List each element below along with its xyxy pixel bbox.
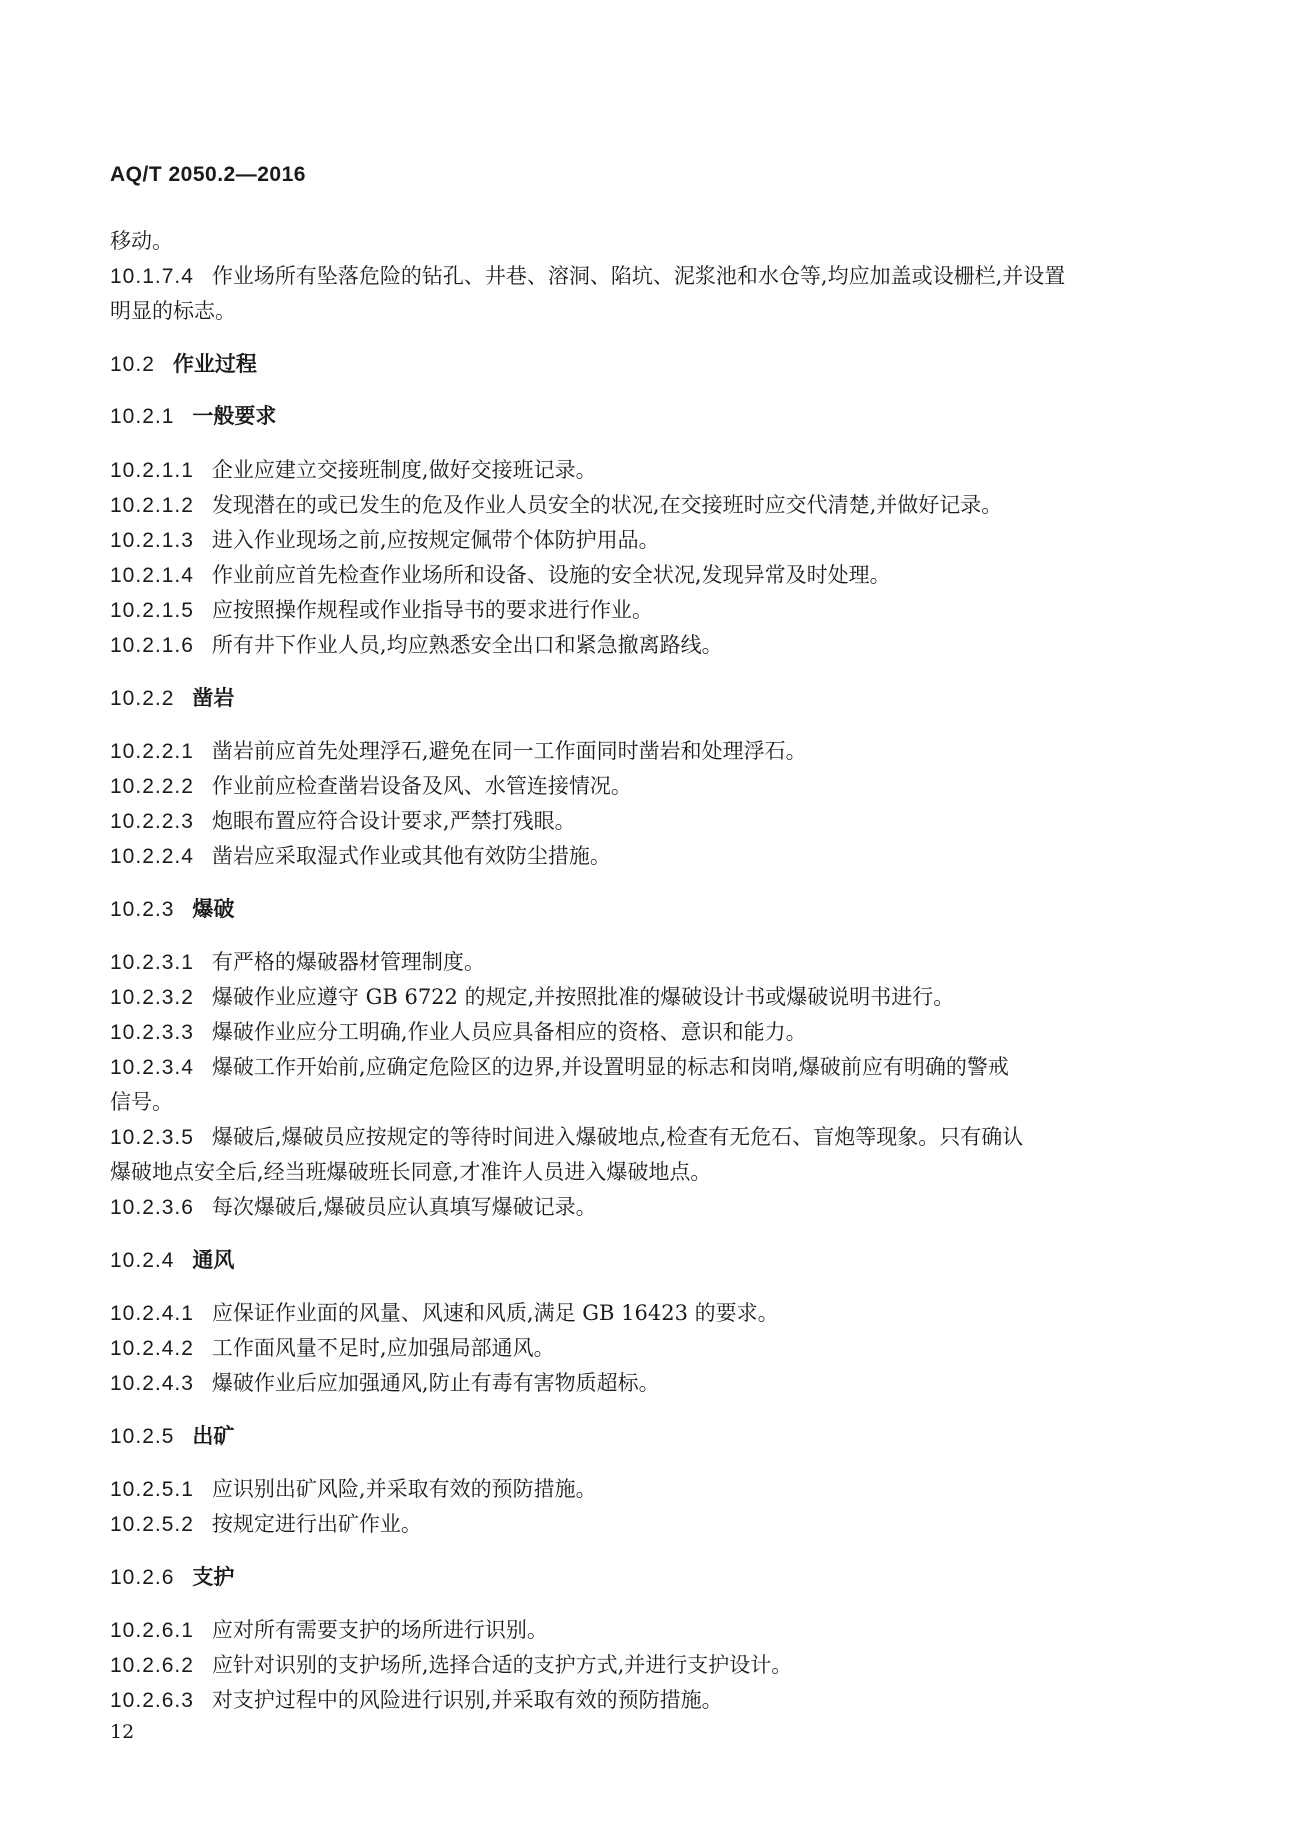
- paragraph-line: [110, 295, 236, 325]
- clause-10-2-1-2: [110, 489, 1002, 519]
- clause-number: 10.2.1.1: [110, 459, 194, 482]
- clause-text: 工作面风量不足时,应加强局部通风。: [211, 1336, 555, 1360]
- clause-number: 10.2.3.2: [110, 986, 194, 1009]
- section-title: 出矿: [192, 1423, 235, 1448]
- clause-text: 应识别出矿风险,并采取有效的预防措施。: [211, 1477, 597, 1501]
- section-heading-10-2-6: [110, 1561, 234, 1591]
- section-title: 凿岩: [192, 685, 235, 710]
- clause-text: 应针对识别的支护场所,选择合适的支护方式,并进行支护设计。: [211, 1653, 793, 1677]
- clause-10-2-3-2: [110, 981, 954, 1011]
- paragraph-line: [110, 1086, 173, 1116]
- clause-number: 10.2.4.2: [110, 1337, 194, 1360]
- clause-text: 作业前应检查凿岩设备及风、水管连接情况。: [211, 774, 632, 798]
- clause-text: 有严格的爆破器材管理制度。: [211, 950, 485, 974]
- clause-10-2-4-2: [110, 1332, 555, 1362]
- clause-number: 10.2.5.2: [110, 1513, 194, 1536]
- clause-text: 爆破作业应遵守 GB 6722 的规定,并按照批准的爆破设计书或爆破说明书进行。: [211, 985, 955, 1009]
- section-heading-10-2-3: [110, 893, 234, 923]
- clause-10-2-1-1: [110, 454, 597, 484]
- clause-text: 爆破工作开始前,应确定危险区的边界,并设置明显的标志和岗哨,爆破前应有明确的警戒: [211, 1055, 1009, 1079]
- clause-text: 应按照操作规程或作业指导书的要求进行作业。: [211, 598, 653, 622]
- line-text: 信号。: [110, 1090, 173, 1114]
- clause-number: 10.2.6.3: [110, 1689, 194, 1712]
- section-title: 爆破: [192, 896, 235, 921]
- clause-text: 发现潜在的或已发生的危及作业人员安全的状况,在交接班时应交代清楚,并做好记录。: [211, 493, 1003, 517]
- clause-text: 每次爆破后,爆破员应认真填写爆破记录。: [211, 1195, 597, 1219]
- clause-text: 作业前应首先检查作业场所和设备、设施的安全状况,发现异常及时处理。: [211, 563, 891, 587]
- clause-number: 10.2.3.3: [110, 1021, 194, 1044]
- clause-number: 10.2.3.4: [110, 1056, 194, 1079]
- clause-number: 10.2.2.1: [110, 740, 194, 763]
- section-number: 10.2: [110, 353, 155, 376]
- clause-number: 10.2.2.4: [110, 845, 194, 868]
- clause-10-2-6-1: [110, 1614, 548, 1644]
- clause-10-2-2-4: [110, 840, 611, 870]
- clause-text: 凿岩应采取湿式作业或其他有效防尘措施。: [211, 844, 611, 868]
- clause-text: 所有井下作业人员,均应熟悉安全出口和紧急撤离路线。: [211, 633, 723, 657]
- section-title: 通风: [192, 1247, 235, 1272]
- section-number: 10.2.3: [110, 898, 175, 921]
- clause-text: 爆破后,爆破员应按规定的等待时间进入爆破地点,检查有无危石、盲炮等现象。只有确认: [211, 1125, 1024, 1149]
- paragraph-line: [110, 225, 173, 255]
- page-number: 12: [110, 1721, 135, 1743]
- clause-number: 10.2.1.2: [110, 494, 194, 517]
- clause-10-2-5-1: [110, 1473, 597, 1503]
- clause-number: 10.2.4.3: [110, 1372, 194, 1395]
- section-title: 支护: [192, 1564, 235, 1589]
- section-heading-10-2: [110, 348, 257, 378]
- clause-10-2-5-2: [110, 1508, 422, 1538]
- clause-number: 10.1.7.4: [110, 265, 194, 288]
- clause-number: 10.2.6.2: [110, 1654, 194, 1677]
- clause-10-2-3-1: [110, 946, 485, 976]
- clause-10-2-1-5: [110, 594, 653, 624]
- line-text: 移动。: [110, 229, 173, 253]
- clause-10-2-3-4: [110, 1051, 1009, 1081]
- clause-10-2-4-3: [110, 1367, 660, 1397]
- clause-10-2-2-2: [110, 770, 632, 800]
- clause-number: 10.2.1.4: [110, 564, 194, 587]
- clause-10-2-3-5: [110, 1121, 1023, 1151]
- clause-number: 10.2.2.2: [110, 775, 194, 798]
- section-number: 10.2.2: [110, 687, 175, 710]
- clause-10-2-1-4: [110, 559, 891, 589]
- clause-10-2-3-3: [110, 1016, 807, 1046]
- clause-10-2-4-1: [110, 1297, 779, 1327]
- clause-number: 10.2.1.6: [110, 634, 194, 657]
- clause-10-2-6-2: [110, 1649, 792, 1679]
- line-text: 爆破地点安全后,经当班爆破班长同意,才准许人员进入爆破地点。: [110, 1160, 712, 1184]
- clause-text: 对支护过程中的风险进行识别,并采取有效的预防措施。: [211, 1688, 723, 1712]
- section-number: 10.2.1: [110, 405, 175, 428]
- clause-10-2-2-1: [110, 735, 807, 765]
- clause-number: 10.2.5.1: [110, 1478, 194, 1501]
- clause-10-1-7-4: [110, 260, 1065, 290]
- section-heading-10-2-4: [110, 1244, 234, 1274]
- section-number: 10.2.5: [110, 1425, 175, 1448]
- section-heading-10-2-2: [110, 682, 234, 712]
- clause-10-2-3-6: [110, 1191, 597, 1221]
- clause-number: 10.2.6.1: [110, 1619, 194, 1642]
- clause-10-2-1-6: [110, 629, 723, 659]
- section-title: 一般要求: [192, 403, 277, 428]
- clause-text: 凿岩前应首先处理浮石,避免在同一工作面同时凿岩和处理浮石。: [211, 739, 807, 763]
- clause-text: 爆破作业应分工明确,作业人员应具备相应的资格、意识和能力。: [211, 1020, 807, 1044]
- section-number: 10.2.6: [110, 1566, 175, 1589]
- clause-text: 应保证作业面的风量、风速和风质,满足 GB 16423 的要求。: [211, 1301, 779, 1325]
- paragraph-line: [110, 1156, 711, 1186]
- clause-number: 10.2.3.1: [110, 951, 194, 974]
- clause-10-2-2-3: [110, 805, 576, 835]
- clause-text: 爆破作业后应加强通风,防止有毒有害物质超标。: [211, 1371, 660, 1395]
- clause-number: 10.2.1.3: [110, 529, 194, 552]
- clause-text: 炮眼布置应符合设计要求,严禁打残眼。: [211, 809, 576, 833]
- clause-number: 10.2.4.1: [110, 1302, 194, 1325]
- section-heading-10-2-1: [110, 400, 276, 430]
- section-title: 作业过程: [172, 351, 257, 376]
- clause-number: 10.2.3.5: [110, 1126, 194, 1149]
- clause-text: 作业场所有坠落危险的钻孔、井巷、溶洞、陷坑、泥浆池和水仓等,均应加盖或设栅栏,并设置: [211, 264, 1066, 288]
- clause-number: 10.2.2.3: [110, 810, 194, 833]
- clause-text: 按规定进行出矿作业。: [211, 1512, 422, 1536]
- line-text: 明显的标志。: [110, 299, 236, 323]
- clause-number: 10.2.3.6: [110, 1196, 194, 1219]
- clause-number: 10.2.1.5: [110, 599, 194, 622]
- clause-text: 进入作业现场之前,应按规定佩带个体防护用品。: [211, 528, 660, 552]
- standard-header: AQ/T 2050.2—2016: [110, 163, 306, 186]
- clause-text: 应对所有需要支护的场所进行识别。: [211, 1618, 548, 1642]
- clause-10-2-1-3: [110, 524, 660, 554]
- section-number: 10.2.4: [110, 1249, 175, 1272]
- section-heading-10-2-5: [110, 1420, 234, 1450]
- clause-10-2-6-3: [110, 1684, 723, 1714]
- clause-text: 企业应建立交接班制度,做好交接班记录。: [211, 458, 597, 482]
